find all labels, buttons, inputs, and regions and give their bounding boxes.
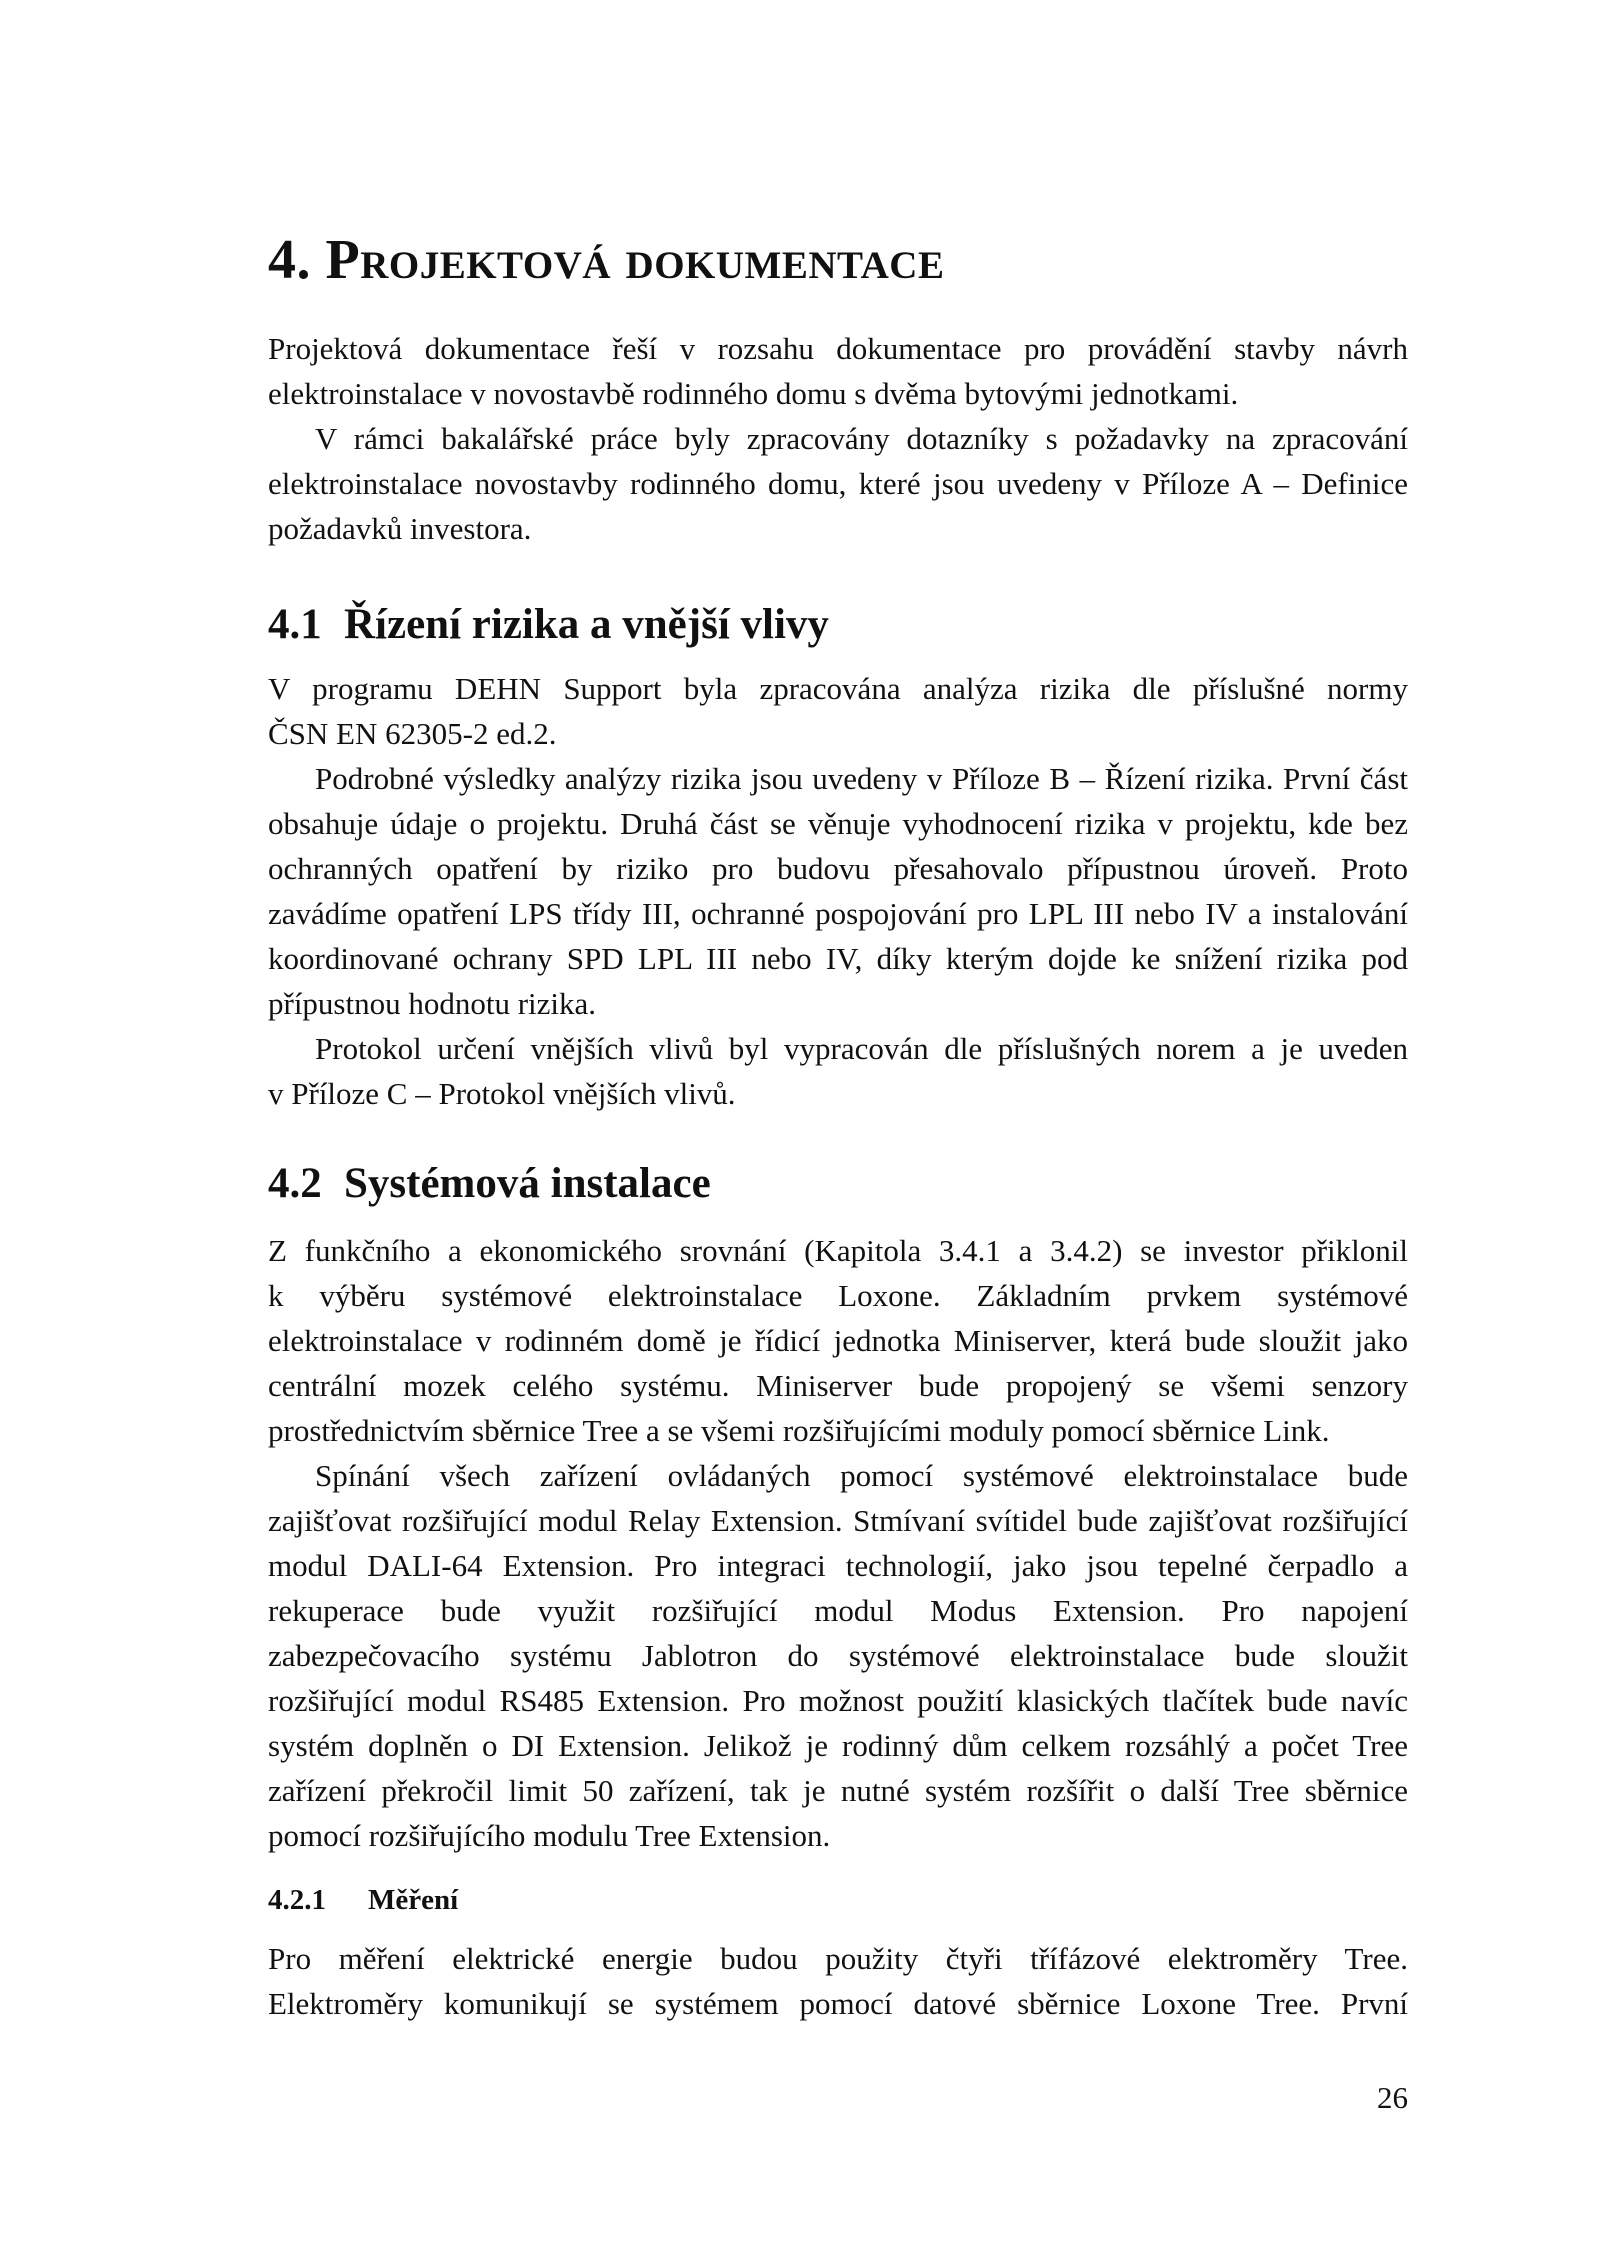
section-number: 4.2: [268, 1160, 322, 1207]
text-line: elektroinstalace novostavby rodinného domu, které jsou uvedeny v Příloze A – Definice: [268, 466, 1408, 501]
text-line: prostřednictvím sběrnice Tree a se všemi rozšiřujícími moduly pomocí sběrnice Link.: [268, 1413, 1330, 1448]
section-number: 4.1: [268, 601, 322, 648]
text-line: k výběru systémové elektroinstalace Loxone. Základním prvkem systémové: [268, 1278, 1408, 1313]
text-line: Pro měření elektrické energie budou použity čtyři třífázové elektroměry Tree.: [268, 1941, 1408, 1976]
text-line: Z funkčního a ekonomického srovnání (Kapitola 3.4.1 a 3.4.2) se investor přiklonil: [268, 1233, 1408, 1268]
text-line: v Příloze C – Protokol vnějších vlivů.: [268, 1076, 736, 1111]
text-line: zařízení překročil limit 50 zařízení, tak je nutné systém rozšířit o další Tree sběrnice: [268, 1773, 1408, 1808]
text-line: požadavků investora.: [268, 511, 532, 546]
section-title: Řízení rizika a vnější vlivy: [344, 601, 829, 648]
text-line: rozšiřující modul RS485 Extension. Pro možnost použití klasických tlačítek bude navíc: [268, 1683, 1408, 1718]
text-line: zajišťovat rozšiřující modul Relay Extension. Stmívaní svítidel bude zajišťovat rozšiřující: [268, 1503, 1408, 1538]
section-heading-4-2: [268, 1159, 711, 1208]
subsection-number: 4.2.1: [268, 1884, 326, 1916]
text-line: Projektová dokumentace řeší v rozsahu dokumentace pro provádění stavby návrh: [268, 331, 1408, 366]
text-line: systém doplněn o DI Extension. Jelikož je rodinný dům celkem rozsáhlý a počet Tree: [268, 1728, 1408, 1763]
text-line: Elektroměry komunikují se systémem pomocí datové sběrnice Loxone Tree. První: [268, 1986, 1408, 2021]
text-line: koordinované ochrany SPD LPL III nebo IV, díky kterým dojde ke snížení rizika pod: [268, 941, 1408, 976]
text-line: ochranných opatření by riziko pro budovu přesahovalo přípustnou úroveň. Proto: [268, 851, 1408, 886]
text-line: obsahuje údaje o projektu. Druhá část se věnuje vyhodnocení rizika v projektu, kde bez: [268, 806, 1408, 841]
chapter-title: 4. Projektová dokumentace: [268, 229, 945, 291]
text-line: pomocí rozšiřujícího modulu Tree Extension.: [268, 1818, 831, 1853]
subsection-heading-4-2-1: [268, 1884, 458, 1917]
text-line: elektroinstalace v novostavbě rodinného domu s dvěma bytovými jednotkami.: [268, 376, 1239, 411]
text-line: rekuperace bude využit rozšiřující modul Modus Extension. Pro napojení: [268, 1593, 1408, 1628]
text-line: Spínání všech zařízení ovládaných pomocí systémové elektroinstalace bude: [315, 1458, 1408, 1493]
page-number: 26: [1377, 2080, 1408, 2115]
text-line: zavádíme opatření LPS třídy III, ochranné pospojování pro LPL III nebo IV a instalování: [268, 896, 1408, 931]
text-line: centrální mozek celého systému. Miniserver bude propojený se všemi senzory: [268, 1368, 1408, 1403]
text-line: zabezpečovacího systému Jablotron do systémové elektroinstalace bude sloužit: [268, 1638, 1408, 1673]
text-line: ČSN EN 62305-2 ed.2.: [268, 716, 557, 751]
text-line: modul DALI-64 Extension. Pro integraci technologií, jako jsou tepelné čerpadlo a: [268, 1548, 1408, 1583]
section-heading-4-1: [268, 600, 829, 649]
section-title: Systémová instalace: [344, 1160, 711, 1207]
text-line: Podrobné výsledky analýzy rizika jsou uvedeny v Příloze B – Řízení rizika. První část: [315, 761, 1408, 796]
text-line: elektroinstalace v rodinném domě je řídicí jednotka Miniserver, která bude sloužit jako: [268, 1323, 1408, 1358]
text-line: V programu DEHN Support byla zpracována analýza rizika dle příslušné normy: [268, 671, 1408, 706]
text-line: V rámci bakalářské práce byly zpracovány dotazníky s požadavky na zpracování: [315, 421, 1408, 456]
text-line: Protokol určení vnějších vlivů byl vypracován dle příslušných norem a je uveden: [315, 1031, 1408, 1066]
text-line: přípustnou hodnotu rizika.: [268, 986, 597, 1021]
subsection-title: Měření: [368, 1884, 459, 1916]
